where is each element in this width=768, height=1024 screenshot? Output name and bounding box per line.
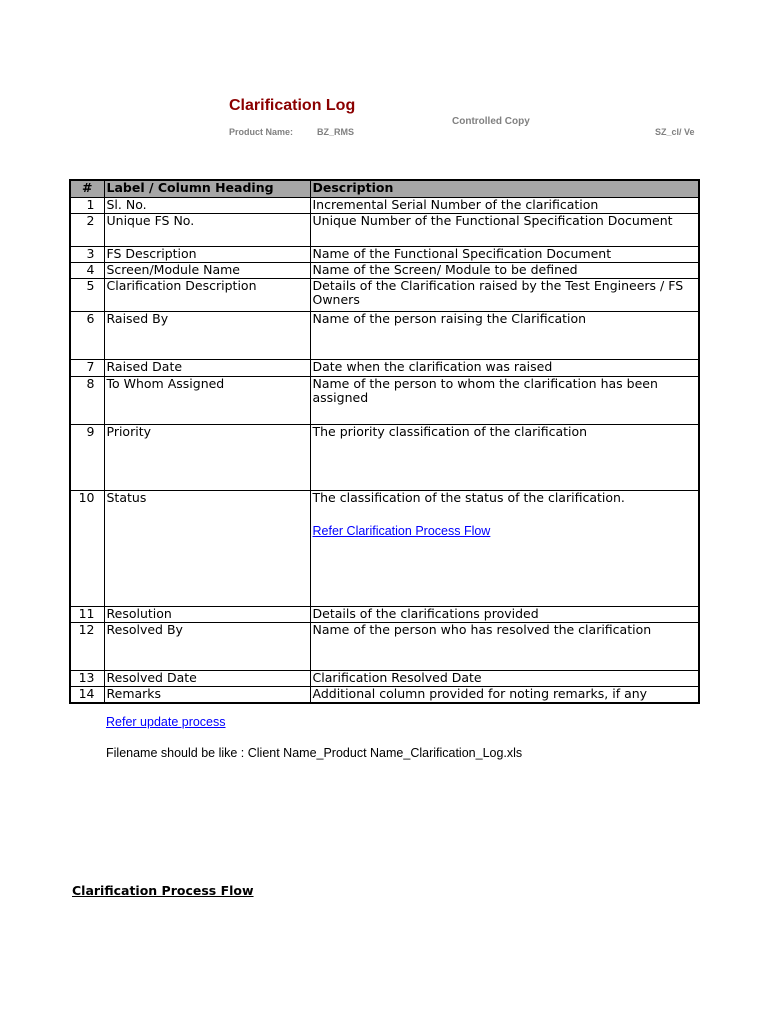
column-header-description: Description [310,180,699,198]
row-description: Details of the Clarification raised by the Test Engineers / FS Owners [310,279,699,312]
row-number: 11 [70,607,104,623]
refer-update-process-link[interactable]: Refer update process [106,715,226,729]
table-row [70,687,699,703]
process-flow-heading: Clarification Process Flow [72,883,254,898]
row-number: 7 [70,360,104,377]
row-number: 8 [70,377,104,425]
table-row [70,247,699,263]
row-label: To Whom Assigned [104,377,310,425]
row-description: Name of the Screen/ Module to be defined [310,263,699,279]
document-code: SZ_cl/ Ve [655,127,695,137]
row-description: Details of the clarifications provided [310,607,699,623]
table-row [70,425,699,491]
row-description: Name of the person to whom the clarification has been assigned [310,377,699,425]
table-row [70,198,699,214]
table-header-row [70,180,699,198]
row-label: Clarification Description [104,279,310,312]
row-description: Name of the Functional Specification Document [310,247,699,263]
row-number: 9 [70,425,104,491]
table-row [70,623,699,671]
page-title: Clarification Log [229,97,356,114]
column-header-number: # [70,180,104,198]
row-number: 6 [70,312,104,360]
table-row [70,279,699,312]
column-header-label: Label / Column Heading [104,180,310,198]
row-number: 12 [70,623,104,671]
row-number: 1 [70,198,104,214]
row-number: 10 [70,491,104,607]
row-description: The priority classification of the clarification [310,425,699,491]
row-description: Incremental Serial Number of the clarification [310,198,699,214]
controlled-copy-label: Controlled Copy [452,116,530,127]
row-label: Unique FS No. [104,214,310,247]
table-row [70,491,699,607]
row-label: Priority [104,425,310,491]
row-description: Additional column provided for noting remarks, if any [310,687,699,703]
row-label: Resolved By [104,623,310,671]
row-number: 14 [70,687,104,703]
row-label: Screen/Module Name [104,263,310,279]
row-label: Remarks [104,687,310,703]
filename-note: Filename should be like : Client Name_Product Name_Clarification_Log.xls [106,746,523,760]
row-description: Date when the clarification was raised [310,360,699,377]
table-row [70,607,699,623]
row-number: 3 [70,247,104,263]
row-description: Clarification Resolved Date [310,671,699,687]
row-number: 5 [70,279,104,312]
table-row [70,263,699,279]
row-label: Raised Date [104,360,310,377]
row-description: Unique Number of the Functional Specification Document [310,214,699,247]
clarification-log-table [69,179,700,704]
product-name-label: Product Name: [229,127,294,137]
row-description-text: The classification of the status of the clarification. [312,490,625,505]
row-number: 13 [70,671,104,687]
row-label: Raised By [104,312,310,360]
table-row [70,671,699,687]
row-description [310,491,699,607]
product-name-value: BZ_RMS [317,127,355,137]
row-label: Resolved Date [104,671,310,687]
row-number: 2 [70,214,104,247]
clarification-process-flow-link[interactable]: Refer Clarification Process Flow [312,524,491,538]
table-row [70,312,699,360]
row-label: Sl. No. [104,198,310,214]
row-description: Name of the person raising the Clarification [310,312,699,360]
row-label: Status [104,491,310,607]
table-row [70,360,699,377]
row-number: 4 [70,263,104,279]
table-row [70,377,699,425]
table-row [70,214,699,247]
row-label: FS Description [104,247,310,263]
row-description: Name of the person who has resolved the clarification [310,623,699,671]
row-label: Resolution [104,607,310,623]
